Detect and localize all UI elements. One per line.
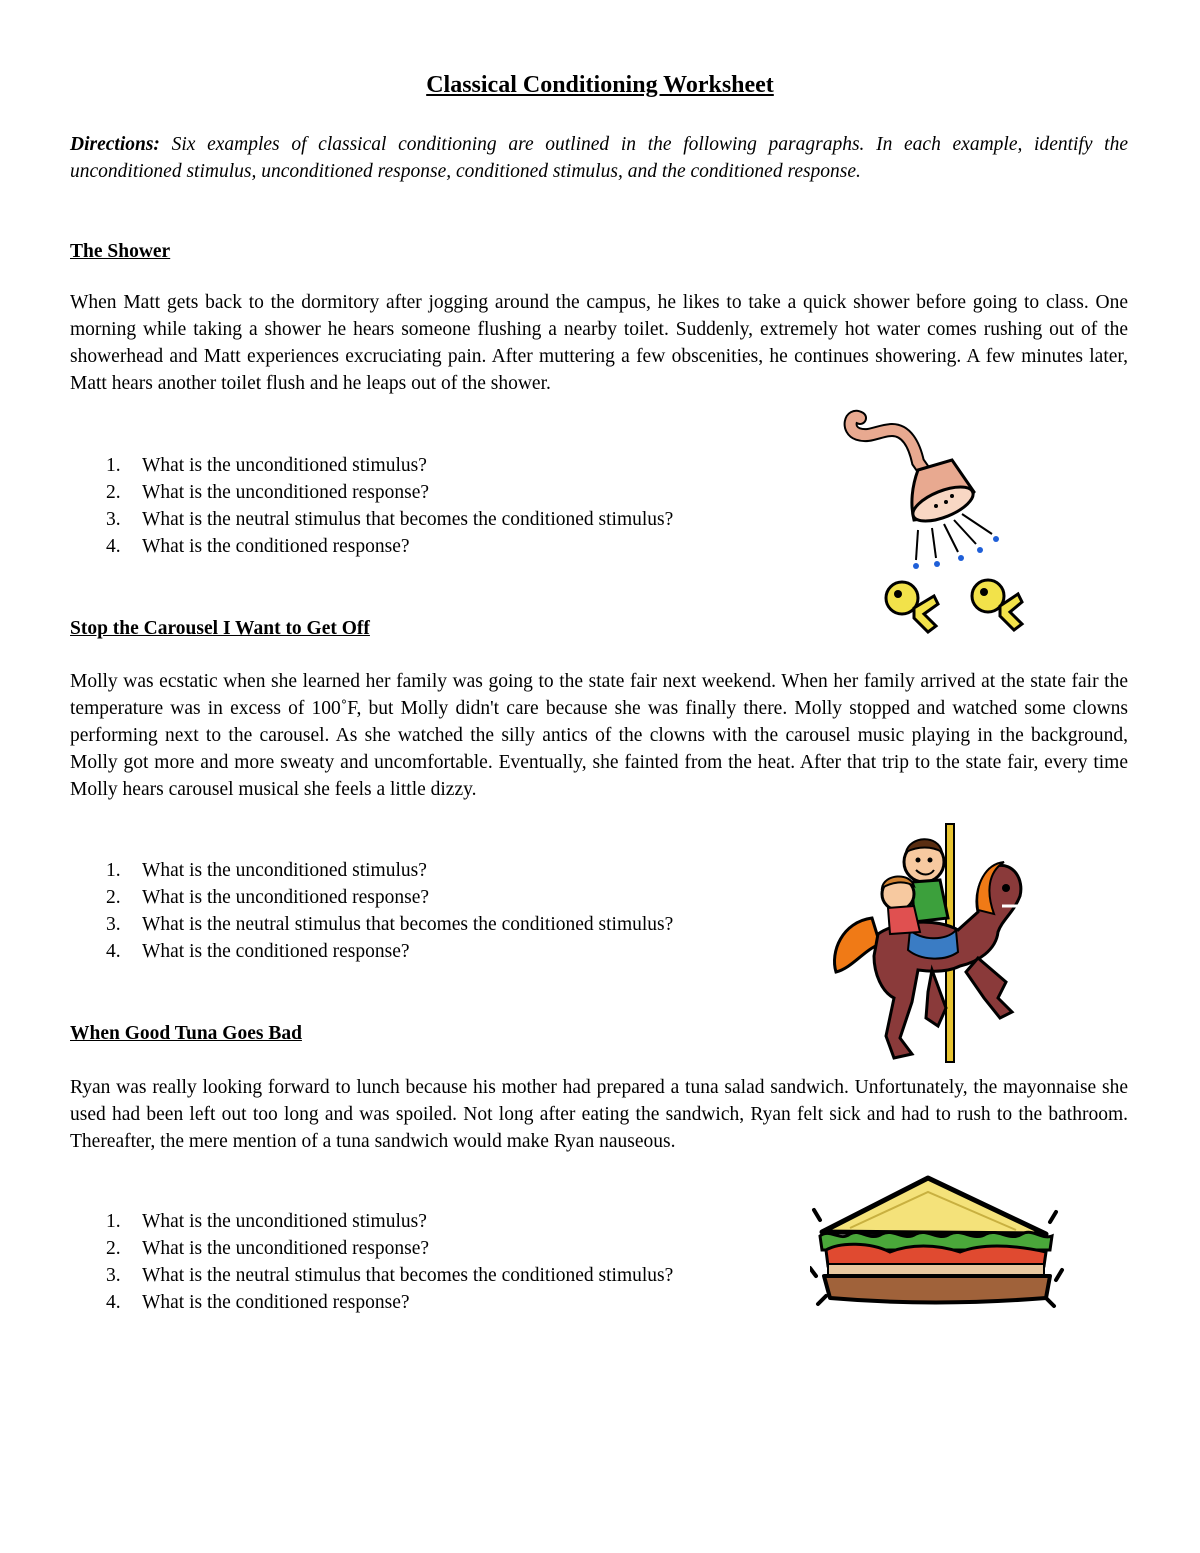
question-text: What is the conditioned response? [142, 1292, 410, 1313]
question-text: What is the conditioned response? [142, 941, 410, 962]
question-number: 1. [106, 860, 121, 881]
question-text: What is the unconditioned stimulus? [142, 860, 427, 881]
question-text: What is the conditioned response? [142, 536, 410, 557]
question-item [70, 452, 673, 479]
question-number: 3. [106, 914, 121, 935]
question-item [70, 1208, 673, 1235]
question-list-shower [70, 452, 673, 560]
directions [70, 131, 1128, 185]
question-item [70, 506, 673, 533]
question-item [70, 533, 673, 560]
section-heading-carousel: Stop the Carousel I Want to Get Off [70, 618, 370, 639]
question-item [70, 884, 673, 911]
section-paragraph-shower: When Matt gets back to the dormitory after jogging around the campus, he likes to take a quick shower before going to class. One morning while taking a shower he hears someone flushing a nearby toilet. Suddenly, extremely hot water comes rushing out of the showerhead and Matt experiences excruciating pain. After muttering a few obscenities, he continues showering. A few minutes later, Matt hears another toilet flush and he leaps out of the shower. [70, 292, 1128, 394]
question-text: What is the unconditioned response? [142, 887, 430, 908]
question-number: 1. [106, 1211, 121, 1232]
question-number: 3. [106, 509, 121, 530]
question-text: What is the neutral stimulus that becomes the conditioned stimulus? [142, 509, 674, 530]
page-title: Classical Conditioning Worksheet [426, 72, 774, 98]
question-list-carousel [70, 857, 673, 965]
question-item [70, 911, 673, 938]
question-text: What is the neutral stimulus that becomes the conditioned stimulus? [142, 1265, 674, 1286]
question-text: What is the unconditioned stimulus? [142, 455, 427, 476]
question-number: 2. [106, 482, 121, 503]
question-number: 4. [106, 941, 121, 962]
question-item [70, 479, 673, 506]
section-heading-shower: The Shower [70, 241, 171, 262]
question-item [70, 1262, 673, 1289]
section-paragraph-tuna: Ryan was really looking forward to lunch because his mother had prepared a tuna salad sandwich. Unfortunately, the mayonnaise she used had been left out too long and was spoiled. Not long after eating the sandwich, Ryan felt sick and had to rush to the bathroom. Thereafter, the mere mention of a tuna sandwich would make Ryan nauseous. [70, 1077, 1128, 1152]
question-number: 4. [106, 536, 121, 557]
question-item [70, 938, 673, 965]
sandwich-clipart [810, 1172, 1065, 1312]
question-text: What is the neutral stimulus that becomes the conditioned stimulus? [142, 914, 674, 935]
question-text: What is the unconditioned response? [142, 482, 430, 503]
carousel-clipart [828, 822, 1028, 1067]
question-number: 2. [106, 887, 121, 908]
section-paragraph-carousel: Molly was ecstatic when she learned her family was going to the state fair next weekend. When her family arrived at the state fair the temperature was in excess of 100˚F, but Molly didn't care because she was finally there. Molly stopped and watched some clowns performing next to the carousel. As she watched the silly antics of the clowns with the carousel music playing in the background, Molly got more and more sweaty and uncomfortable. Eventually, she fainted from the heat. After that trip to the state fair, every time Molly hears carousel musical she feels a little dizzy. [70, 671, 1128, 800]
question-list-tuna [70, 1208, 673, 1316]
question-item [70, 857, 673, 884]
section-heading-tuna: When Good Tuna Goes Bad [70, 1023, 302, 1044]
question-text: What is the unconditioned stimulus? [142, 1211, 427, 1232]
question-text: What is the unconditioned response? [142, 1238, 430, 1259]
question-number: 1. [106, 455, 121, 476]
question-item [70, 1289, 673, 1316]
question-item [70, 1235, 673, 1262]
shower-clipart [840, 400, 1035, 635]
directions-text: Six examples of classical conditioning are outlined in the following paragraphs. In each example, identify the unconditioned stimulus, unconditioned response, conditioned stimulus, and the conditioned response. [70, 134, 1128, 182]
directions-lead: Directions: [70, 134, 160, 155]
question-number: 4. [106, 1292, 121, 1313]
question-number: 3. [106, 1265, 121, 1286]
question-number: 2. [106, 1238, 121, 1259]
